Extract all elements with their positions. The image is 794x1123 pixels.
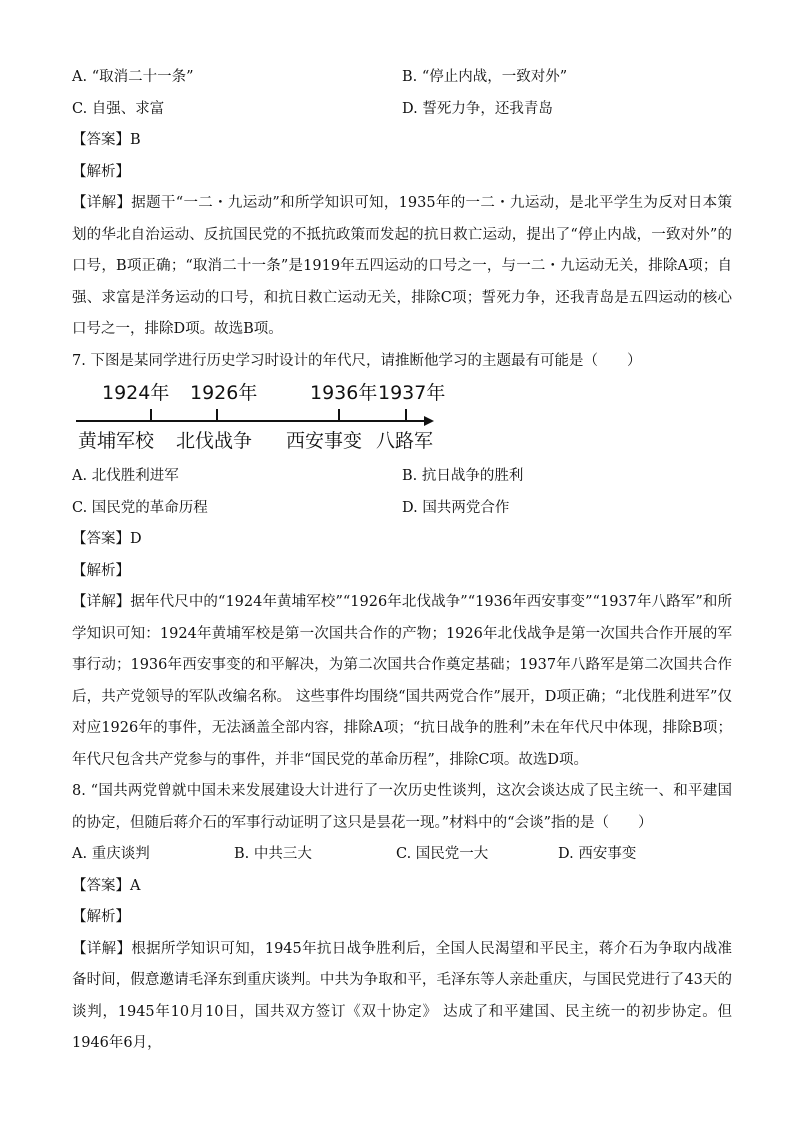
timeline-event-xian: 西安事变 <box>286 430 363 452</box>
q8-options-row <box>72 839 732 871</box>
q6-option-c: C. 自强、求富 <box>72 100 165 117</box>
q7-detail: 【详解】据年代尺中的“1924年黄埔军校”“1926年北伐战争”“1936年西安事变”“1937年八路军”和所学知识可知：1924年黄埔军校是第一次国共合作的产物；1926年北伐战争是第一次国共合作开展的军事行动；1936年西安事变的和平解决，为第二次国共合作奠定基础；1937年八路军是第二次国共合作后，共产党领导的军队改编名称。 这些事件均围绕“国共两党合作”展开，D项正确；“北伐胜利进军”仅对应1926年的事件，无法涵盖全部内容，排除A项；“抗日战争的胜利”未在年代尺中体现，排除B项；年代尺包含共产党参与的事件，并非“国民党的革命历程”，排除C项。故选D项。 <box>72 594 732 768</box>
q7-option-d: D. 国共两党合作 <box>402 499 510 516</box>
timeline-event-balujun: 八路军 <box>376 430 434 452</box>
q8-option-c: C. 国民党一大 <box>396 846 489 862</box>
q7-stem: 7. 下图是某同学进行历史学习时设计的年代尺，请推断他学习的主题最有可能是（ ） <box>72 352 642 369</box>
timeline-arrow-icon <box>424 416 434 426</box>
document-page <box>72 62 732 1060</box>
q6-options-row-1 <box>72 62 732 94</box>
timeline-svg <box>72 379 452 457</box>
q6-detail: 【详解】据题干“一二・九运动”和所学知识可知，1935年的一二・九运动，是北平学生为反对日本策划的华北自治运动、反抗国民党的不抵抗政策而发起的抗日救亡运动，提出了“停止内战，一致对外”的口号，B项正确；“取消二十一条”是1919年五四运动的口号之一，与一二・九运动无关，排除A项；自强、求富是洋务运动的口号，和抗日救亡运动无关，排除C项；誓死力争，还我青岛是五四运动的核心口号之一，排除D项。故选B项。 <box>72 195 732 337</box>
q7-options-row-2 <box>72 493 732 525</box>
q7-answer: 【答案】D <box>72 531 142 547</box>
q6-analysis-label: 【解析】 <box>72 163 130 180</box>
q7-timeline-figure <box>72 379 732 457</box>
q8-option-d: D. 西安事变 <box>558 846 637 862</box>
q8-detail: 【详解】根据所学知识可知，1945年抗日战争胜利后，全国人民渴望和平民主，蒋介石为争取内战准备时间，假意邀请毛泽东到重庆谈判。中共为争取和平，毛泽东等人亲赴重庆，与国民党进行了43天的谈判，1945年10月10日，国共双方签订《双十协定》 达成了和平建国、民主统一的初步协定。但1946年6月， <box>72 940 732 1051</box>
q6-option-b: B. “停止内战，一致对外” <box>402 69 568 85</box>
q7-analysis-label: 【解析】 <box>72 562 130 579</box>
q7-options-row-1 <box>72 461 732 493</box>
q8-analysis-label: 【解析】 <box>72 909 130 925</box>
q6-answer: 【答案】B <box>72 132 141 148</box>
q8-option-a: A. 重庆谈判 <box>72 846 150 862</box>
q7-option-c: C. 国民党的革命历程 <box>72 499 208 516</box>
q6-options-row-2 <box>72 94 732 126</box>
q8-stem: 8. “国共两党曾就中国未来发展建设大计进行了一次历史性谈判，这次会谈达成了民主统一、和平建国的协定，但随后蒋介石的军事行动证明了这只是昙花一现。”材料中的“会谈”指的是（ ） <box>72 783 732 831</box>
timeline-year-1924: 1924年 <box>102 382 170 404</box>
timeline-event-beifa: 北伐战争 <box>176 430 253 452</box>
q8-answer: 【答案】A <box>72 877 141 894</box>
q7-option-b: B. 抗日战争的胜利 <box>402 468 524 484</box>
timeline-year-1926: 1926年 <box>190 382 258 404</box>
timeline-year-1937: 1937年 <box>378 382 446 404</box>
q8-option-b: B. 中共三大 <box>234 846 312 862</box>
q6-option-a: A. “取消二十一条” <box>72 69 194 85</box>
q6-option-d: D. 誓死力争，还我青岛 <box>402 100 553 117</box>
q7-option-a: A. 北伐胜利进军 <box>72 468 179 484</box>
timeline-event-huangpu: 黄埔军校 <box>78 430 155 452</box>
timeline-year-1936: 1936年 <box>310 382 378 404</box>
